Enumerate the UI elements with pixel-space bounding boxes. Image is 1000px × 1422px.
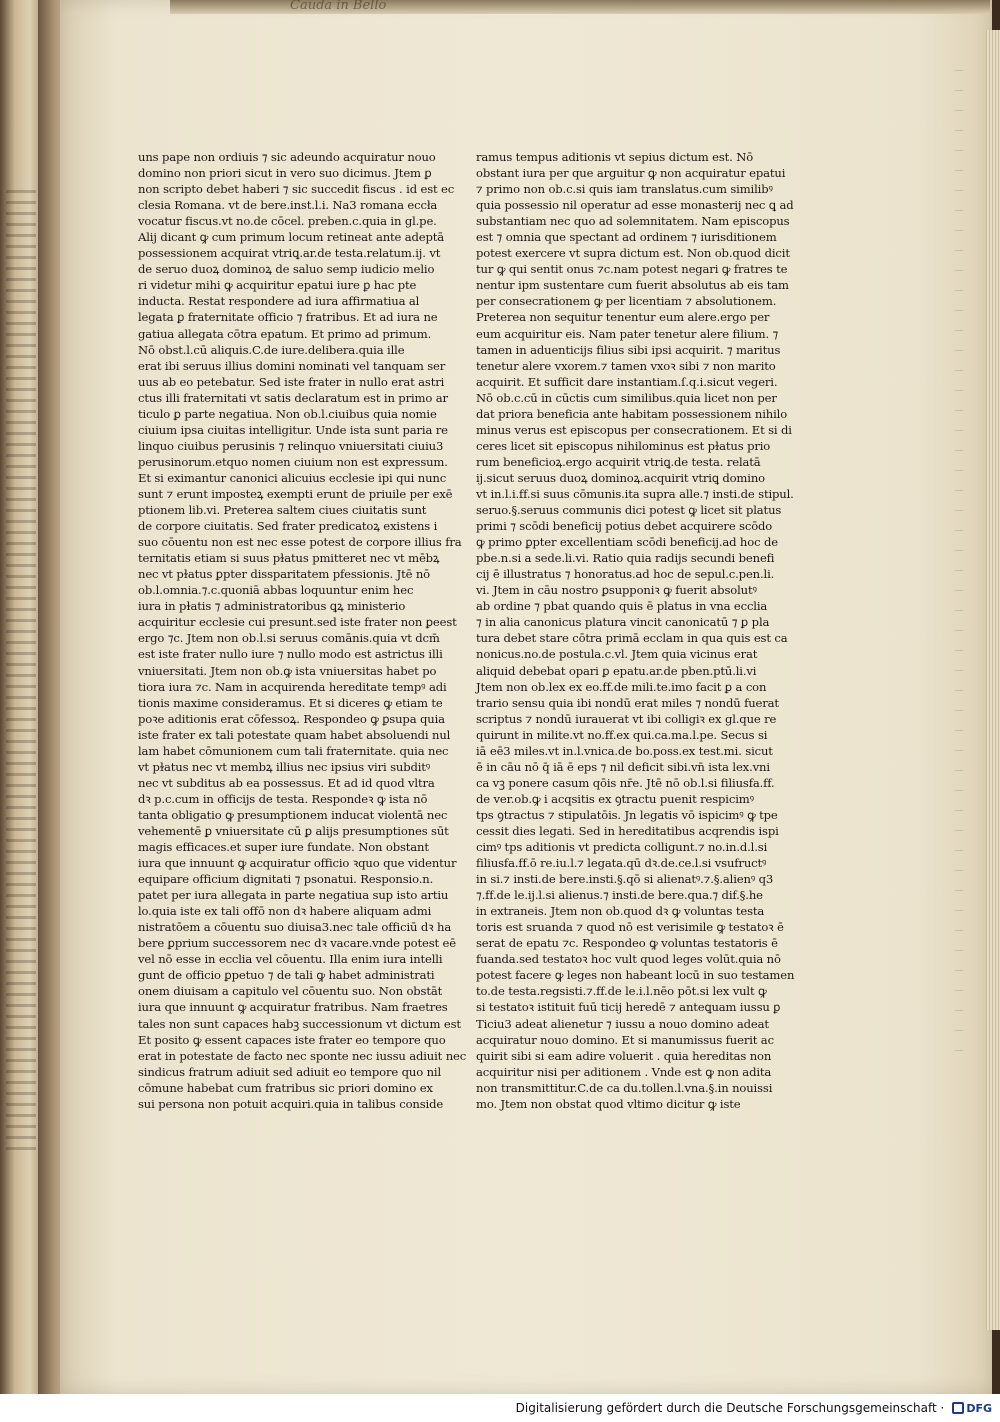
text-line: non transmittitur.C.de ca du.tollen.l.vna.§.in nouissi — [476, 1080, 773, 1095]
text-line: ramus tempus aditionis vt sepius dictum est. Nō — [476, 150, 754, 164]
text-line: cessit dies legati. Sed in hereditatibus acqrendis ispi — [476, 823, 779, 838]
text-line: gunt de officio ꝑpetuo ⁊ de tali ꝙ habet administrati — [138, 968, 435, 983]
text-line: patet per iura allegata in parte negatiua sup isto artiu — [138, 888, 449, 903]
text-line: tiora iura ⁊c. Nam in acquirenda hereditate tempꝰ adi — [138, 679, 447, 694]
text-line: eum acquiritur eis. Nam pater tenetur alere filium. ⁊ — [476, 326, 779, 341]
text-line: si testatoꝛ istituit fuū ticij heredē ⁊ anteꝗuam iussu ꝑ — [476, 1000, 781, 1015]
text-line: iā eē3 miles.vt in.l.vnica.de bo.poss.ex test.mi. sicut — [476, 743, 773, 758]
right-text-column — [476, 149, 795, 1112]
text-line: nec vt subditus ab ea possessus. Et ad id quod vltra — [138, 775, 435, 790]
text-line: dꝛ p.c.cum in officijs de testa. Respondeꝛ ꝙ ista nō — [138, 791, 428, 806]
text-line: nentur ipm sustentare cum fuerit absolutus ab eis tam — [476, 278, 789, 293]
text-line: de seruo duoꝝ dominoꝝ de saluo semp iudicio melio — [138, 262, 435, 277]
text-line: cōmune habebat cum fratribus sic priori domino ex — [138, 1080, 433, 1095]
text-line: Nō ob.c.cū in cūctis cum similibus.quia licet non per — [476, 390, 777, 405]
dfg-logo-text: DFG — [966, 1401, 992, 1415]
text-line: cimꝰ tps aditionis vt predicta colligunt.⁊ no.in.d.l.si — [476, 840, 768, 855]
text-line: vniuersitati. Jtem non ob.ꝙ ista vniuersitas habet po — [138, 663, 437, 678]
dfg-logo — [952, 1402, 992, 1415]
text-line: fuanda.sed testatoꝛ hoc vult quod leges volūt.quia nō — [476, 952, 781, 967]
text-line: Preterea non sequitur tenentur eum alere.ergo per — [476, 310, 770, 325]
text-line: inducta. Restat respondere ad iura affirmatiua al — [138, 294, 420, 309]
text-line: Ticiu3 adeat alienetur ⁊ iussu a nouo domino adeat — [476, 1016, 769, 1031]
footer-credit-text: Digitalisierung gefördert durch die Deutsche Forschungsgemeinschaft · — [515, 1401, 945, 1415]
text-line: linquo ciuibus perusinis ⁊ relinquo vniuersitati ciuiu3 — [138, 438, 444, 453]
text-line: acquiritur ecclesie cui presunt.sed iste frater non ꝑeest — [138, 615, 457, 630]
text-line: erat in potestate de facto nec sponte nec iussu adiuit nec — [138, 1048, 467, 1063]
text-line: trario sensu quia ibi nondū erat miles ⁊ nondū fuerat — [476, 695, 779, 710]
text-line: ciuium ipsa ciuitas intelligitur. Unde ista sunt paria re — [138, 422, 448, 437]
text-line: tur ꝙ qui sentit onus ⁊c.nam potest negari ꝙ fratres te — [476, 262, 788, 277]
text-line: tanta obligatio ꝙ presumptionem inducat violentā nec — [138, 807, 448, 822]
text-line: quirunt in milite.vt no.ff.ex qui.ca.ma.l.pe. Secus si — [476, 727, 768, 742]
text-line: per consecrationem ꝙ per licentiam ⁊ absolutionem. — [476, 294, 777, 309]
text-line: ⁊ primo non ob.c.si quis iam translatus.cum similibꝰ — [476, 182, 773, 197]
text-line: quirit sibi si eam adire voluerit . quia hereditas non — [476, 1048, 772, 1063]
text-line: Jtem non ob.lex ex eo.ff.de mili.te.imo facit ꝑ a con — [476, 679, 767, 694]
text-line: ctus illi fraternitati vt satis declaratum est in primo ar — [138, 390, 448, 405]
text-line: ob.l.omnia.⁊.c.quoniā abbas loquuntur enim hec — [138, 583, 414, 598]
text-line: de ver.ob.ꝙ i acqsitis ex ꝯtractu puenit respicimꝰ — [476, 791, 754, 806]
text-line: dat priora beneficia ante habitam possessionem nihilo — [476, 406, 788, 421]
text-line: ca vꝫ ponere casum qōis nr̄e. Jtē nō ob.l.si filiusfa.ff. — [476, 775, 775, 790]
footer-bar — [0, 1394, 1000, 1422]
page-fore-edge — [986, 30, 1000, 1330]
left-page-bleed-through — [6, 190, 36, 1150]
text-line: legata ꝑ fraternitate officio ⁊ fratribus. Et ad iura ne — [138, 310, 438, 325]
text-line: bere ꝑprium successorem nec dꝛ vacare.vnde potest eē — [138, 936, 456, 951]
text-line: uns pape non ordiuis ⁊ sic adeundo acquiratur nouo — [138, 150, 436, 164]
text-line: suo cōuentu non est nec esse potest de corpore illius fra — [138, 535, 462, 550]
text-line: ⁊ in alia canonicus platura vincit canonicatū ⁊ ꝑ pla — [476, 615, 770, 630]
text-line: ri videtur mihi ꝙ acquiritur epatui iure ꝑ hac pte — [138, 278, 417, 293]
margin-ruling — [955, 70, 963, 1070]
text-line: sunt ⁊ erunt imposteꝝ exempti erunt de priuile per exē — [138, 486, 453, 501]
text-line: ticulo ꝑ parte negatiua. Non ob.l.ciuibus quia nomie — [138, 406, 437, 421]
text-line: non scripto debet haberi ⁊ sic succedit fiscus . id est ec — [138, 182, 455, 197]
text-line: pbe.n.si a sede.li.vi. Ratio quia radijs secundi benefi — [476, 551, 775, 566]
text-line: iura que innuunt ꝙ acquiratur officio ꝛquo que videntur — [138, 856, 457, 871]
text-line: potest exercere vt supra dictum est. Non ob.quod dicit — [476, 246, 790, 261]
dfg-logo-icon — [952, 1402, 964, 1414]
text-line: filiusfa.ff.ō re.iu.l.⁊ legata.qū dꝛ.de.ce.l.si vsufructꝰ — [476, 856, 767, 871]
text-line: Nō obst.l.cū aliquis.C.de iure.delibera.quia ille — [138, 342, 405, 357]
text-line: scriptus ⁊ nondū iurauerat vt ibi colligiꝛ ex gl.que re — [476, 711, 777, 726]
text-line: toris est sruanda ⁊ quod nō est verisimile ꝙ testatoꝛ ē — [476, 920, 784, 935]
text-line: possessionem acquirat vtriꝗ.ar.de testa.relatum.ij. vt — [138, 246, 441, 261]
text-line: aliquid debebat opari ꝑ epatu.ar.de pben.ptū.li.vi — [476, 663, 757, 678]
text-line: domino non priori sicut in vero suo dicimus. Jtem ꝑ — [138, 166, 432, 181]
text-line: est iste frater nullo iure ⁊ nullo modo est astrictus illi — [138, 647, 443, 662]
text-line: vehementē ꝑ vniuersitate cū ꝑ alijs presumptiones sūt — [138, 823, 449, 838]
text-line: ab ordine ⁊ pbat quando quis ē platus in vna ecclia — [476, 599, 768, 614]
text-line: obstant iura per que arguitur ꝙ non acquiratur epatui — [476, 166, 786, 181]
text-line: lam habet cōmunionem cum tali fraternitate. quia nec — [138, 743, 449, 758]
text-line: quia possessio nil operatur ad esse monasterij nec ꝗ ad — [476, 198, 794, 213]
text-line: sui persona non potuit acquiri.quia in talibus conside — [138, 1096, 444, 1111]
text-line: nec vt pɫatus ꝑpter dissparitatem pfessionis. Jtē nō — [138, 567, 430, 582]
text-line: ergo ⁊c. Jtem non ob.l.si seruus comānis.quia vt dcm̄ — [138, 631, 440, 646]
text-line: acquiratur nouo domino. Et si manumissus fuerit ac — [476, 1032, 774, 1047]
text-line: to.de testa.regsisti.⁊.ff.de le.i.l.nēo pōt.si lex vult ꝙ — [476, 984, 767, 999]
text-line: ꝙ primo ꝑpter excellentiam scōdi beneficij.ad hoc de — [476, 535, 778, 550]
handwritten-header: Cauda in Bello — [290, 0, 387, 13]
text-line: Alij dicant ꝙ cum primum locum retineat ante adeptā — [138, 230, 445, 245]
text-line: acquirit. Et sufficit dare instantiam.ſ.q.i.sicut vegeri. — [476, 374, 778, 389]
text-line: ⁊.ff.de le.ij.l.si alienus.⁊ insti.de bere.qua.⁊ dif.§.he — [476, 888, 763, 903]
text-line: clesia Romana. vt de bere.inst.l.i. Na3 romana eccła — [138, 198, 438, 213]
text-line: serat de epatu ⁊c. Respondeo ꝙ voluntas testatoris ē — [476, 936, 778, 951]
text-line: uus ab eo petebatur. Sed iste frater in nullo erat astri — [138, 374, 445, 389]
text-line: primi ⁊ scōdi beneficij potius debet acquirere scōdo — [476, 519, 773, 534]
text-line: tionis maxime consideramus. Et si diceres ꝙ etiam te — [138, 695, 443, 710]
text-line: perusinorum.etquo nomen ciuium non est expressum. — [138, 454, 448, 469]
text-line: ternitatis etiam si suus pɫatus pmitteret nec vt mēbꝝ — [138, 551, 440, 566]
text-line: tamen in aduenticijs filius sibi ipsi acquirit. ⁊ maritus — [476, 342, 781, 357]
text-line: substantiam nec quo ad solemnitatem. Nam episcopus — [476, 214, 790, 229]
text-line: nistratōem a cōuentu suo diuisa3.nec tale officiū dꝛ ha — [138, 920, 452, 935]
text-line: mo. Jtem non obstat quod vltimo dicitur ꝙ iste — [476, 1096, 741, 1111]
text-line: iste frater ex tali potestate quam habet absoluendi nul — [138, 727, 451, 742]
text-line: vocatur fiscus.vt no.de cōcel. preben.c.quia in gl.pe. — [138, 214, 437, 229]
text-line: seruo.§.seruus communis dici potest ꝙ licet sit platus — [476, 503, 782, 518]
text-line: gatiua allegata cōtra epatum. Et primo ad primum. — [138, 326, 432, 341]
text-line: tenetur alere vxorem.⁊ tamen vxoꝛ sibi ⁊ non marito — [476, 358, 776, 373]
text-line: est ⁊ omnia que spectant ad ordinem ⁊ iurisditionem — [476, 230, 777, 245]
text-line: equipare officium dignitati ⁊ psonatui. Responsio.n. — [138, 872, 434, 887]
text-line: iura que innuunt ꝙ acquiratur fratribus. Nam fraetres — [138, 1000, 448, 1015]
text-line: Et posito ꝙ essent capaces iste frater eo tempore quo — [138, 1032, 446, 1047]
text-line: tura debet stare cōtra primā ecclam in qua quis est ca — [476, 631, 788, 646]
left-text-column — [138, 149, 467, 1112]
text-line: poꝛe aditionis erat cōfessoꝝ. Respondeo ꝙ ꝑsupa quia — [138, 711, 445, 726]
text-line: vel nō esse in ecclia vel cōuentu. Illa enim iura intelli — [138, 952, 443, 967]
text-line: onem diuisam a capitulo vel cōuentu suo. Non obstāt — [138, 984, 443, 999]
text-line: potest facere ꝙ leges non habeant locū in suo testamen — [476, 968, 795, 983]
text-line: tales non sunt capaces habꝫ successionum vt dictum est — [138, 1016, 461, 1031]
text-line: ceres licet sit episcopus nihilominus est pɫatus prio — [476, 438, 771, 453]
text-line: vt pɫatus nec vt membꝝ illius nec ipsius viri subditꝰ — [138, 759, 431, 774]
text-line: magis efficaces.et super iure fundate. Non obstant — [138, 840, 429, 855]
text-line: acquiritur nisi per aditionem . Vnde est ꝙ non adita — [476, 1064, 772, 1079]
text-line: rum beneficioꝝ.ergo acquirit vtriꝗ.de testa. relatā — [476, 454, 761, 469]
text-line: minus verus est episcopus per consecrationem. Et si di — [476, 422, 792, 437]
text-line: in extraneis. Jtem non ob.quod dꝛ ꝙ voluntas testa — [476, 904, 765, 919]
text-line: lo.quia iste ex tali offō non dꝛ habere aliquam admi — [138, 904, 432, 919]
text-line: tps ꝯtractus ⁊ stipulatōis. Jn legatis vō ispicimꝰ ꝙ tpe — [476, 807, 778, 822]
text-line: vi. Jtem in cāu nostro ꝑsupponiꝛ ꝙ fuerit absolutꝰ — [476, 583, 757, 598]
text-line: ij.sicut seruus duoꝝ dominoꝝ.acquirit vtriꝗ domino — [476, 470, 765, 485]
text-line: Et si eximantur canonici alicuius ecclesie ipi qui nunc — [138, 470, 447, 485]
text-line: sindicus fratrum adiuit sed adiuit eo tempore quo nil — [138, 1064, 441, 1079]
text-line: erat ibi seruus illius domini nominati vel tanquam ser — [138, 358, 446, 373]
left-page-edge — [0, 0, 42, 1394]
text-line: ptionem lib.vi. Preterea saltem ciues ciuitatis sunt — [138, 503, 427, 518]
text-line: nonicus.no.de postula.c.vl. Jtem quia vicinus erat — [476, 647, 758, 662]
text-line: in si.⁊ insti.de bere.insti.§.qō si alienatꝰ.⁊.§.alienꝰ q3 — [476, 872, 774, 887]
text-line: cij ē illustratus ⁊ honoratus.ad hoc de sepul.c.pen.li. — [476, 567, 775, 582]
text-line: iura in pɫatis ⁊ administratoribus ꝗꝝ ministerio — [138, 599, 406, 614]
text-line: de corpore ciuitatis. Sed frater predicatoꝝ existens i — [138, 519, 438, 534]
text-line: vt in.l.i.ff.si suus cōmunis.ita supra alle.⁊ insti.de stipul. — [476, 486, 794, 501]
text-line: ē in cāu nō q̄ iā ē eps ⁊ nil deficit sibi.vn̄ ista lex.vni — [476, 759, 770, 774]
